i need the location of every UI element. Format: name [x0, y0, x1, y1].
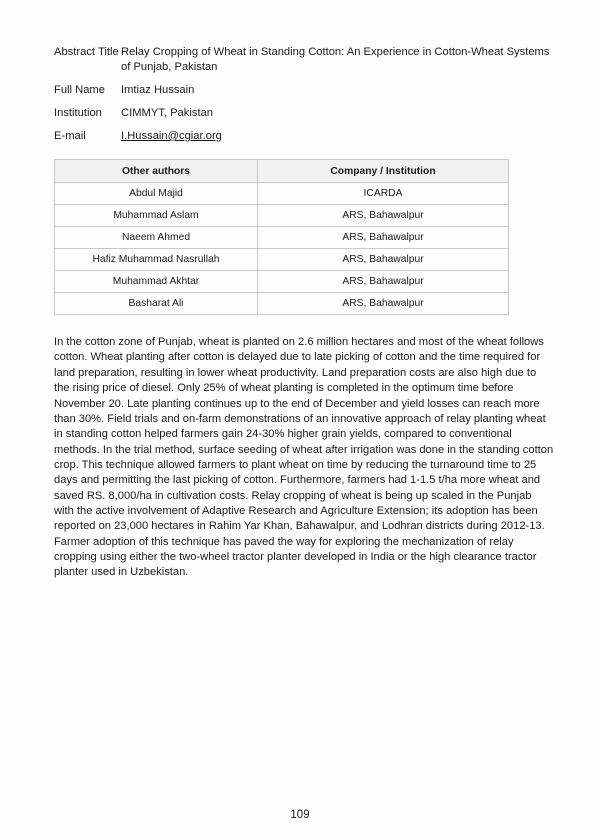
author-name: Muhammad Aslam: [55, 205, 258, 227]
table-header-row: [55, 160, 509, 183]
abstract-title: Relay Cropping of Wheat in Standing Cotton: An Experience in Cotton-Wheat Systems of Punjab, Pakistan: [121, 46, 550, 73]
full-name-row: [54, 83, 554, 98]
table-row: [55, 249, 509, 271]
author-institution: ARS, Bahawalpur: [258, 227, 509, 249]
institution-row: [54, 106, 554, 121]
abstract-title-label: Abstract Title: [54, 46, 119, 58]
author-institution: ARS, Bahawalpur: [258, 205, 509, 227]
table-row: [55, 205, 509, 227]
author-name: Basharat Ali: [55, 293, 258, 315]
email-link[interactable]: I.Hussain@cgiar.org: [121, 130, 222, 142]
institution-label: Institution: [54, 107, 102, 119]
abstract-title-row: [54, 45, 554, 75]
page-number: 109: [290, 809, 310, 821]
full-name-label: Full Name: [54, 84, 105, 96]
abstract-metadata: [54, 45, 554, 152]
email-row: [54, 129, 554, 144]
email-label: E-mail: [54, 130, 86, 142]
author-name: Hafiz Muhammad Nasrullah: [55, 249, 258, 271]
author-institution: ICARDA: [258, 183, 509, 205]
abstract-body: In the cotton zone of Punjab, wheat is planted on 2.6 million hectares and most of the wheat follows cotton. Wheat planting after cotton is delayed due to late picking of cotton and the time required for land preparation, resulting in lower wheat productivity. Land preparation costs are also high due to the rising price of diesel. Only 25% of wheat planting is completed in the optimum time before November 20. Late planting continues up to the end of December and yield losses can reach more than 30%. Field trials and on-farm demonstrations of an innovative approach of relay planting wheat in standing cotton helped farmers gain 24-30% higher grain yields, compared to conventional methods. In the trial method, surface seeding of wheat after irrigation was done in the standing cotton crop. This technique allowed farmers to plant wheat on time by reducing the turnaround time to 25 days and permitting the last picking of cotton. Furthermore, farmers had 1-1.5 t/ha more wheat and saved RS. 8,000/ha in cultivation costs. Relay cropping of wheat is being up scaled in the Punjab with the active involvement of Adaptive Research and Agriculture Extension; its adoption has been reported on 23,000 hectares in Rahim Yar Khan, Bahawalpur, and Lodhran districts during 2012-13. Farmer adoption of this technique has paved the way for exploring the mechanization of relay cropping using either the two-wheel tractor planter developed in India or the high clearance tractor planter used in Uzbekistan.: [54, 336, 554, 579]
table-row: [55, 293, 509, 315]
other-authors-table: [54, 159, 509, 315]
author-name: Muhammad Akhtar: [55, 271, 258, 293]
header-company-institution: Company / Institution: [258, 160, 509, 183]
table-row: [55, 183, 509, 205]
full-name-value: Imtiaz Hussain: [121, 84, 195, 96]
institution-value: CIMMYT, Pakistan: [121, 107, 214, 119]
table-row: [55, 227, 509, 249]
header-other-authors: Other authors: [55, 160, 258, 183]
author-institution: ARS, Bahawalpur: [258, 271, 509, 293]
author-institution: ARS, Bahawalpur: [258, 249, 509, 271]
table-row: [55, 271, 509, 293]
author-name: Abdul Majid: [55, 183, 258, 205]
author-institution: ARS, Bahawalpur: [258, 293, 509, 315]
author-name: Naeem Ahmed: [55, 227, 258, 249]
